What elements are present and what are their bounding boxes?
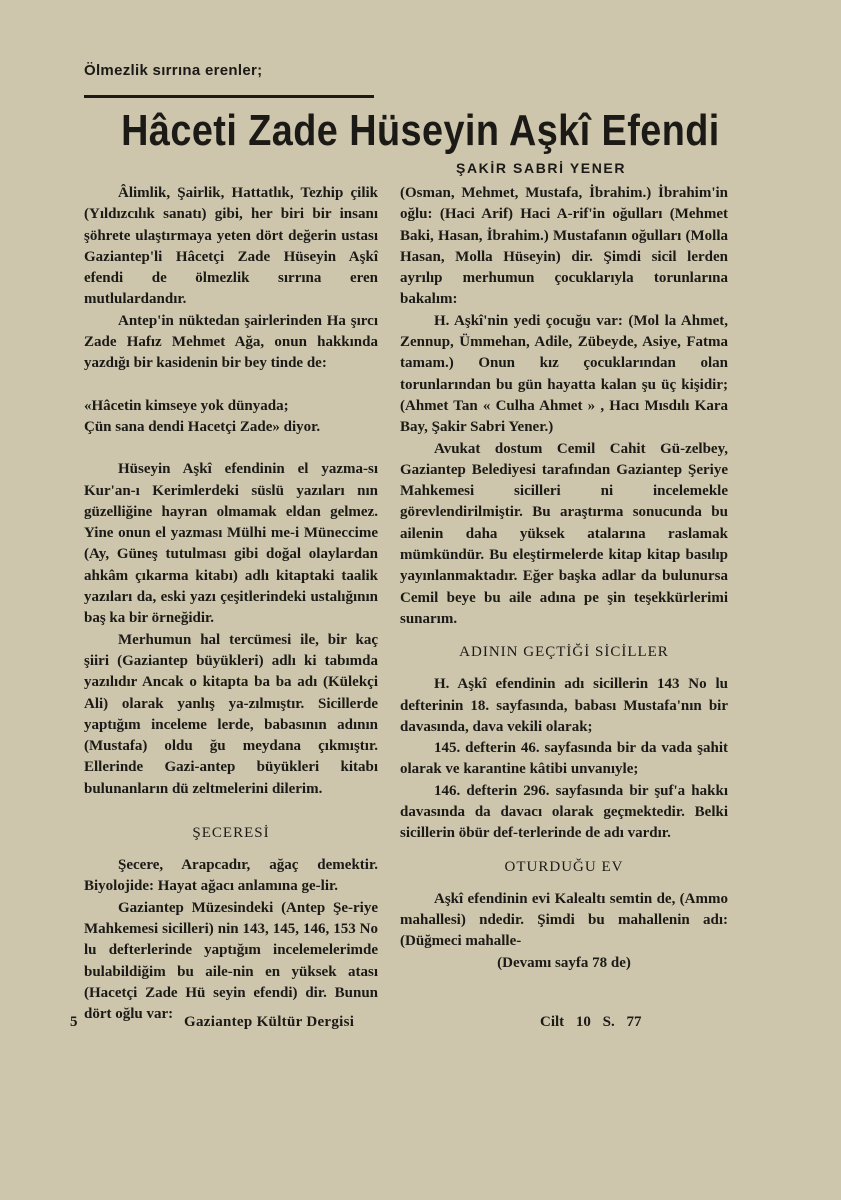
series-heading: Ölmezlik sırrına erenler; (84, 62, 263, 79)
paragraph: (Osman, Mehmet, Mustafa, İbrahim.) İbrahim'in oğlu: (Haci Arif) Haci A-rif'in oğulları (Mehmet Baki, Hasan, İbrahim.) Mustafanın oğulları (Molla Hasan, Molla Hüseyin) dir. Şimdi sicil lerden ayrılıp merhumun çocuklarıyla torunlarına bakalım: (400, 185, 728, 308)
heading-rule (84, 95, 374, 98)
section-heading-ev: OTURDUĞU EV (504, 858, 624, 875)
paragraph: Hüseyin Aşkî efendinin el yazma-sı Kur'an-ı Kerimlerdeki süslü yazıları nın güzelliğine hayran olmamak eldan gelmez. Yine onun el yazması Mülhi me-i Müneccime (Ay, Güneş tutulması gibi doğal olaylardan ahkâm çıkarma kitabı) adlı kitaptaki taalik yazıları da, eski yazı çeşitlerindeki ustalığının baş ka bir örneğidir. (84, 461, 378, 627)
paragraph: H. Aşkî'nin yedi çocuğu var: (Mol la Ahmet, Zennup, Ümmehan, Adile, Zübeyde, Asiye, Fatma tamam.) Onun kız çocuklarından olan torunlarından bu gün hayatta kalan şu üç kişidir; (Ahmet Tan « Culha Ahmet » , Hacı Mısdılı Kara Bay, Şakir Sabri Yener.) (400, 312, 728, 436)
volume-issue: Cilt 10 S. 77 (540, 1014, 642, 1030)
section-heading-siciller: ADININ GEÇTİĞİ SİCİLLER (459, 644, 669, 661)
page-number: 5 (70, 1014, 78, 1030)
paragraph: Şecere, Arapcadır, ağaç demektir. Biyolojide: Hayat ağacı anlamına ge-lir. (84, 857, 378, 895)
right-column (400, 183, 728, 974)
paragraph: Avukat dostum Cemil Cahit Gü-zelbey, Gaziantep Belediyesi tarafından Gaziantep Şeriye Mahkemesi sicilleri ni incelemekle görevlendirilmiştir. Bu araştırma sonucunda bu ailenin daha yüksek atalarına raslamak mümkündür. Bu eleştirmelerde kitap kitap basılıp yayınlanmaktadır. Eğer başka adlar da bulunursa Cemil beye bu aile adına pe şin teşekkürlerimi sunarım. (400, 440, 728, 627)
journal-name: Gaziantep Kültür Dergisi (184, 1014, 355, 1030)
quote-line: Çün sana dendi Hacetçi Zade» diyor. (84, 418, 321, 435)
section-heading-secere: ŞECERESİ (192, 825, 270, 842)
continued-note: (Devamı sayfa 78 de) (497, 954, 631, 971)
left-column (84, 183, 378, 1025)
paragraph: Merhumun hal tercümesi ile, bir kaç şiiri (Gaziantep büyükleri) adlı ki tabımda yazılıdır Ancak o kitapta ba ba adı (Külekçi Ali) olarak yanlış ya-zılmıştır. Sicillerde yaptığım inceleme lerde, babasının adının (Mustafa) oldu ğu meydana çıkmıştır. Ellerinde Gazi-antep büyükleri kitabı bulunanların dü zeltmelerini dilerim. (84, 631, 378, 797)
paragraph: 145. defterin 46. sayfasında bir da vada şahit olarak ve karantine kâtibi unvanıyle; (400, 740, 728, 778)
article-title: Hâceti Zade Hüseyin Aşkî Efendi (121, 106, 720, 155)
article-author: ŞAKİR SABRİ YENER (456, 160, 627, 176)
paragraph: Aşkî efendinin evi Kalealtı semtin de, (Ammo mahallesi) ndedir. Şimdi bu mahallenin adı: (Düğmeci mahalle- (400, 890, 728, 950)
paragraph: H. Aşkî efendinin adı sicillerin 143 No lu defterinin 18. sayfasında, babası Mustafa'nın bir davasında, dava vekili olarak; (400, 676, 728, 735)
paragraph: Âlimlik, Şairlik, Hattatlık, Tezhip çilik (Yıldızcılık sanatı) gibi, her biri bir insanı şöhrete ulaştırmaya yeten dört değerin ustası Gaziantep'li Hâcetçi Zade Hüseyin Aşkî efendi de ölmezlik sırrına eren mutlulardandır. (84, 185, 378, 308)
paragraph: Antep'in nüktedan şairlerinden Ha şırcı Zade Hafız Mehmet Ağa, onun hakkında yazdığı bir kasidenin bir bey tinde de: (84, 312, 378, 372)
paragraph: 146. defterin 296. sayfasında bir şuf'a hakkı davasında da davacı olarak geçmektedir. Belki sicillerin öbür def-terlerinde de adı vardır. (400, 782, 728, 842)
quote-line: «Hâcetin kimseye yok dünyada; (84, 397, 289, 414)
paragraph: Gaziantep Müzesindeki (Antep Şe-riye Mahkemesi sicilleri) nin 143, 145, 146, 153 No lu defterlerinde yaptığım incelemelerimde bulabildiğim bu aile-nin en yüksek atası (Hacetçi Zade Hü seyin efendi) dir. Bunun dört oğlu var: (84, 899, 378, 1023)
